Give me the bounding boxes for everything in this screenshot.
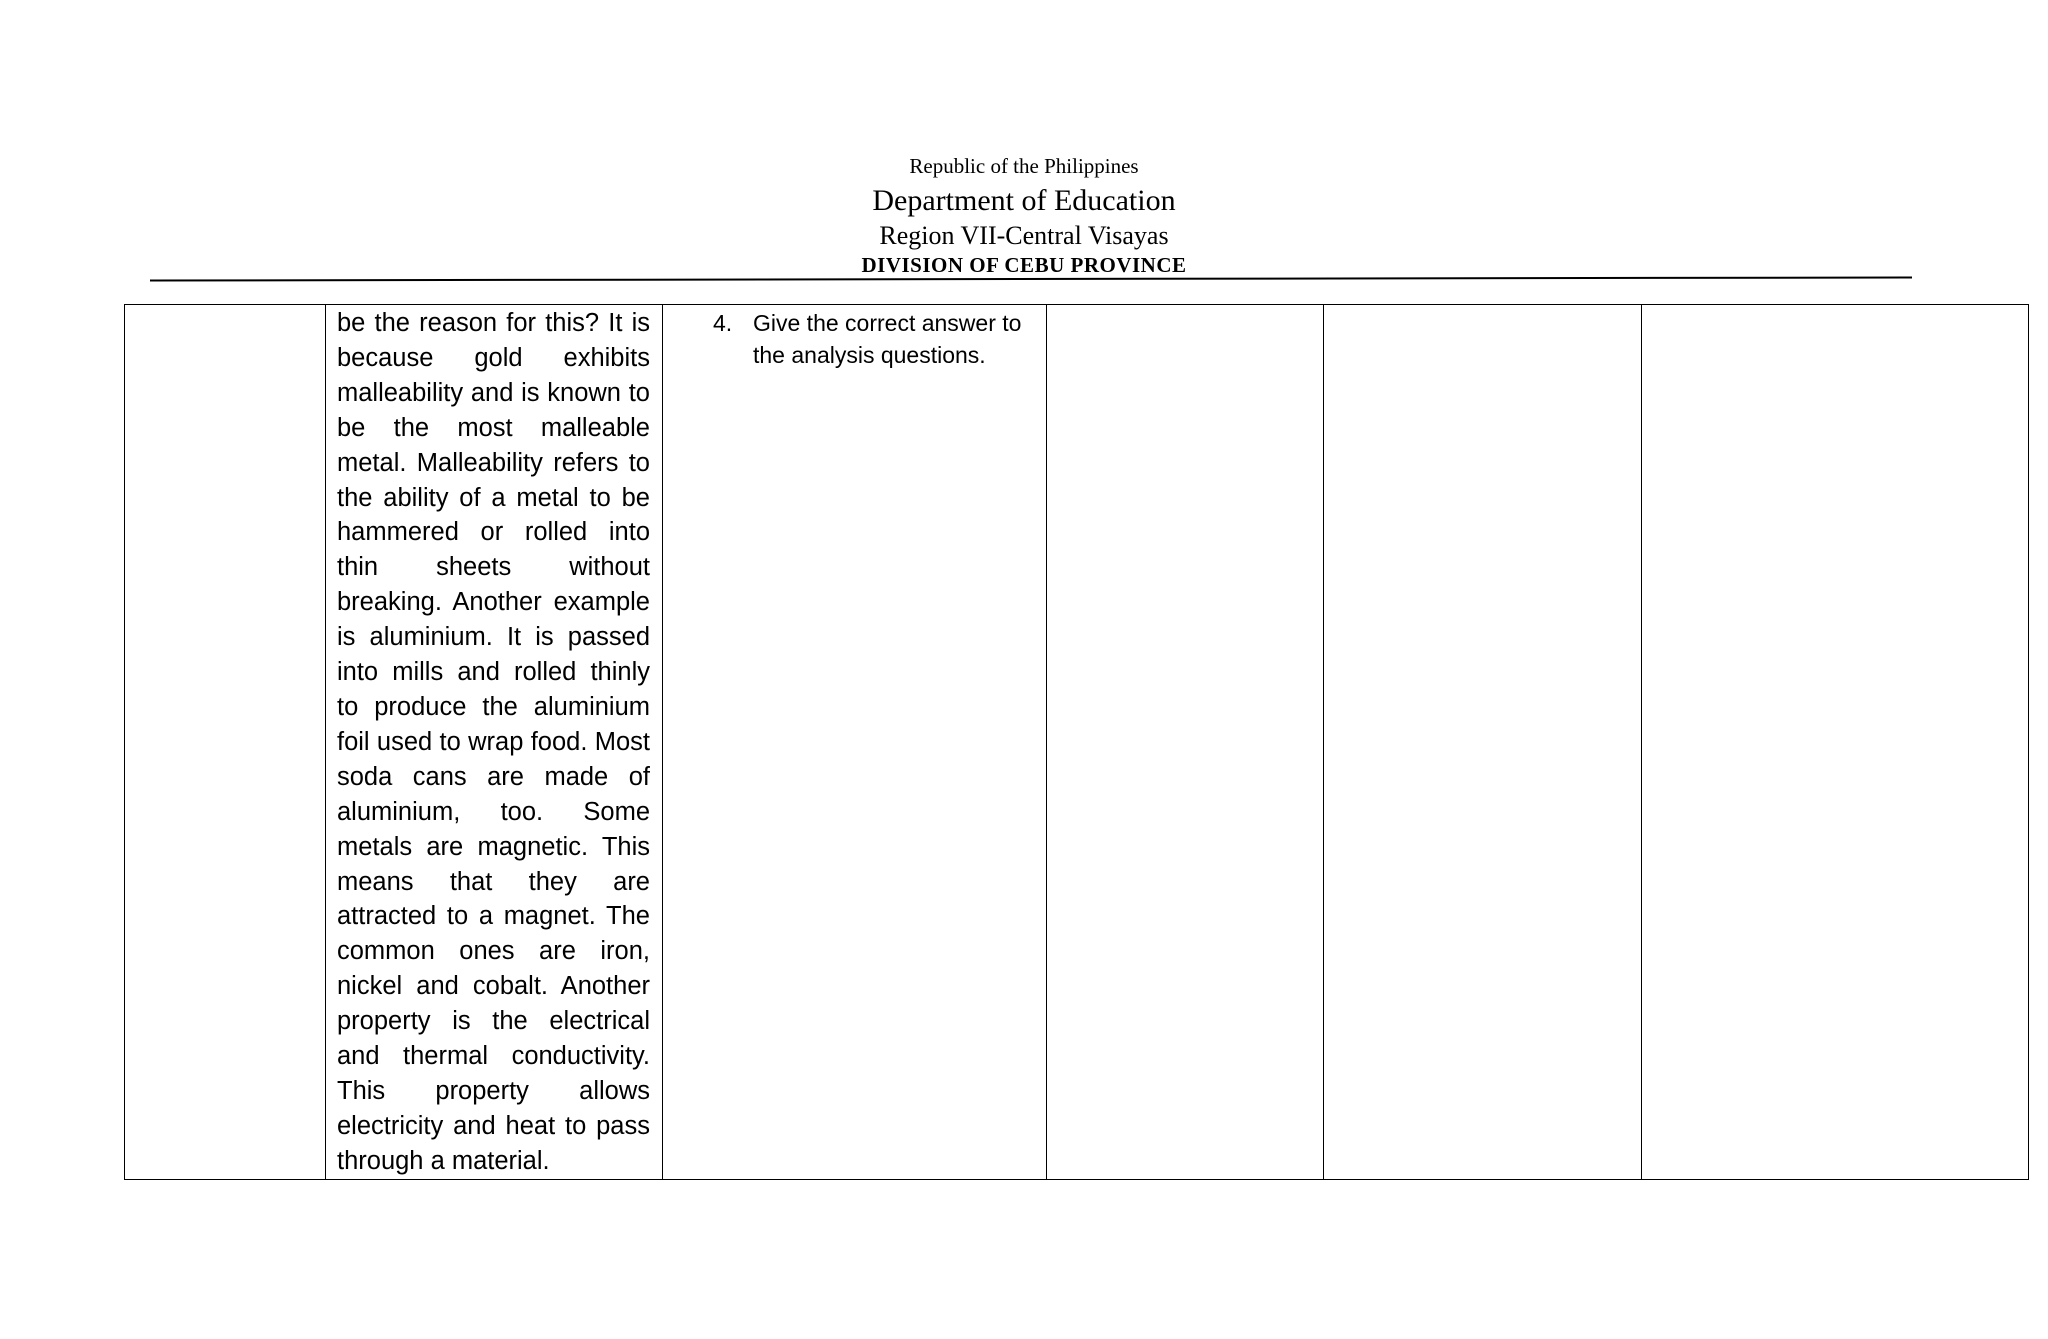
- activity-item-number: 4.: [713, 310, 733, 336]
- table-row: [125, 305, 2029, 1180]
- table-cell-activity: [663, 305, 1047, 1180]
- document-header: [0, 150, 2048, 278]
- table-cell-content: [326, 305, 663, 1180]
- header-division: DIVISION OF CEBU PROVINCE: [861, 253, 1187, 277]
- header-republic: Republic of the Philippines: [909, 154, 1139, 178]
- table-cell-1: [125, 305, 326, 1180]
- table-cell-5: [1324, 305, 1642, 1180]
- lesson-plan-table: [124, 304, 2029, 1180]
- content-paragraph: be the reason for this? It is because gold exhibits malleability and is known to be the most malleable metal. Malleability refers to the ability of a metal to be hammered or rolled into thin sheets without breaking. Another example is aluminium. It is passed into mills and rolled thinly to produce the aluminium foil used to wrap food. Most soda cans are made of aluminium, too. Some metals are magnetic. This means that they are attracted to a magnet. The common ones are iron, nickel and cobalt. Another property is the electrical and thermal conductivity. This property allows electricity and heat to pass through a material.: [337, 309, 650, 1175]
- table-cell-4: [1047, 305, 1324, 1180]
- activity-list-item: [663, 305, 1046, 371]
- activity-item-text: Give the correct answer to the analysis questions.: [753, 310, 1022, 368]
- header-department: Department of Education: [872, 184, 1176, 217]
- table-cell-6: [1642, 305, 2029, 1180]
- header-region: Region VII-Central Visayas: [879, 221, 1169, 250]
